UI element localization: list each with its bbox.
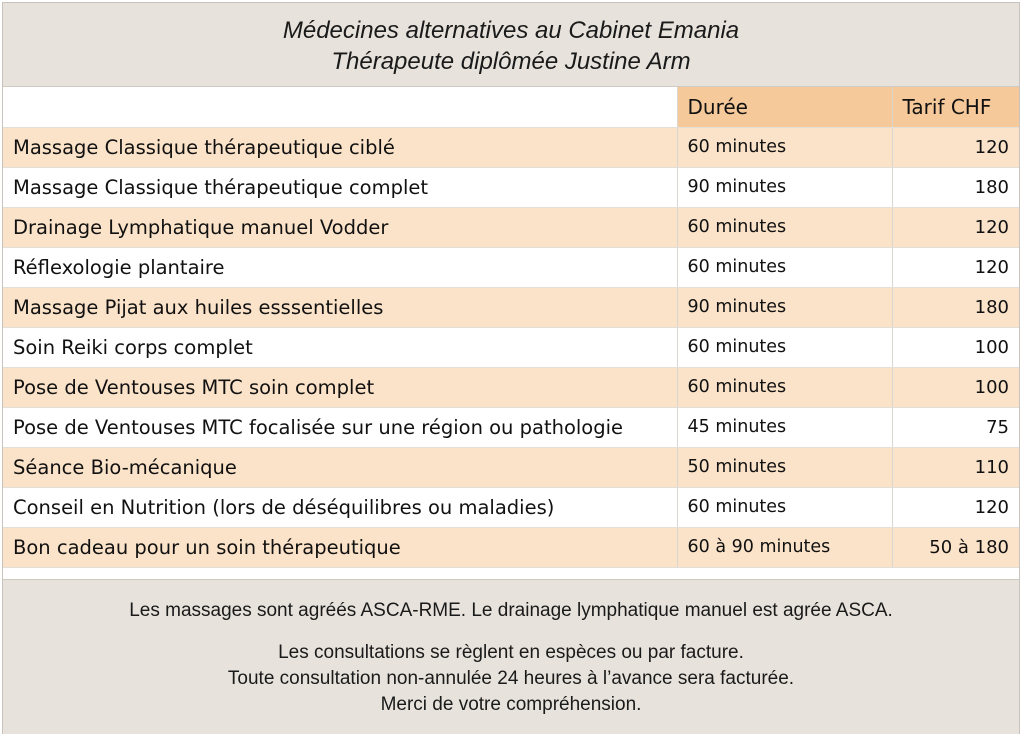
service-name: Pose de Ventouses MTC soin complet [3,367,677,407]
service-price: 120 [892,127,1019,167]
price-table [3,87,1019,568]
service-name: Massage Classique thérapeutique ciblé [3,127,677,167]
table-row [3,367,1019,407]
service-name: Drainage Lymphatique manuel Vodder [3,207,677,247]
service-price: 110 [892,447,1019,487]
table-row [3,247,1019,287]
page-title: Médecines alternatives au Cabinet Emania [282,17,740,44]
table-row [3,207,1019,247]
service-duration: 90 minutes [677,287,892,327]
table-row [3,407,1019,447]
service-name: Bon cadeau pour un soin thérapeutique [3,527,677,567]
service-duration: 60 minutes [677,127,892,167]
service-duration: 45 minutes [677,407,892,447]
page-header [3,3,1019,87]
service-price: 120 [892,207,1019,247]
service-name: Massage Pijat aux huiles esssentielles [3,287,677,327]
table-row [3,287,1019,327]
payment-notes [3,640,1019,718]
service-duration: 60 minutes [677,367,892,407]
service-price: 120 [892,487,1019,527]
table-row [3,167,1019,207]
service-price: 50 à 180 [892,527,1019,567]
service-name: Séance Bio-mécanique [3,447,677,487]
table-row [3,127,1019,167]
column-header-name [3,87,677,127]
service-price: 120 [892,247,1019,287]
service-price: 75 [892,407,1019,447]
service-duration: 60 minutes [677,247,892,287]
service-price: 100 [892,367,1019,407]
table-row [3,447,1019,487]
service-name: Pose de Ventouses MTC focalisée sur une région ou pathologie [3,407,677,447]
column-header-duration: Durée [677,87,892,127]
table-row [3,527,1019,567]
thanks-note: Merci de votre compréhension. [380,694,642,715]
table-row [3,327,1019,367]
table-header-row [3,87,1019,127]
service-duration: 50 minutes [677,447,892,487]
service-name: Soin Reiki corps complet [3,327,677,367]
service-price: 180 [892,167,1019,207]
accreditation-note: Les massages sont agréés ASCA-RME. Le drainage lymphatique manuel est agrée ASCA. [129,600,893,621]
table-row [3,487,1019,527]
service-duration: 60 à 90 minutes [677,527,892,567]
service-name: Conseil en Nutrition (lors de déséquilibres ou maladies) [3,487,677,527]
column-header-price: Tarif CHF [892,87,1019,127]
service-price: 180 [892,287,1019,327]
cancellation-note: Toute consultation non-annulée 24 heures à l’avance sera facturée. [227,668,795,689]
service-duration: 60 minutes [677,207,892,247]
service-price: 100 [892,327,1019,367]
page-subtitle: Thérapeute diplômée Justine Arm [331,48,691,75]
service-name: Massage Classique thérapeutique complet [3,167,677,207]
service-name: Réflexologie plantaire [3,247,677,287]
payment-note: Les consultations se règlent en espèces ou par facture. [278,642,744,663]
page-footer [3,579,1019,734]
service-duration: 90 minutes [677,167,892,207]
service-duration: 60 minutes [677,327,892,367]
service-duration: 60 minutes [677,487,892,527]
price-sheet [2,2,1020,734]
